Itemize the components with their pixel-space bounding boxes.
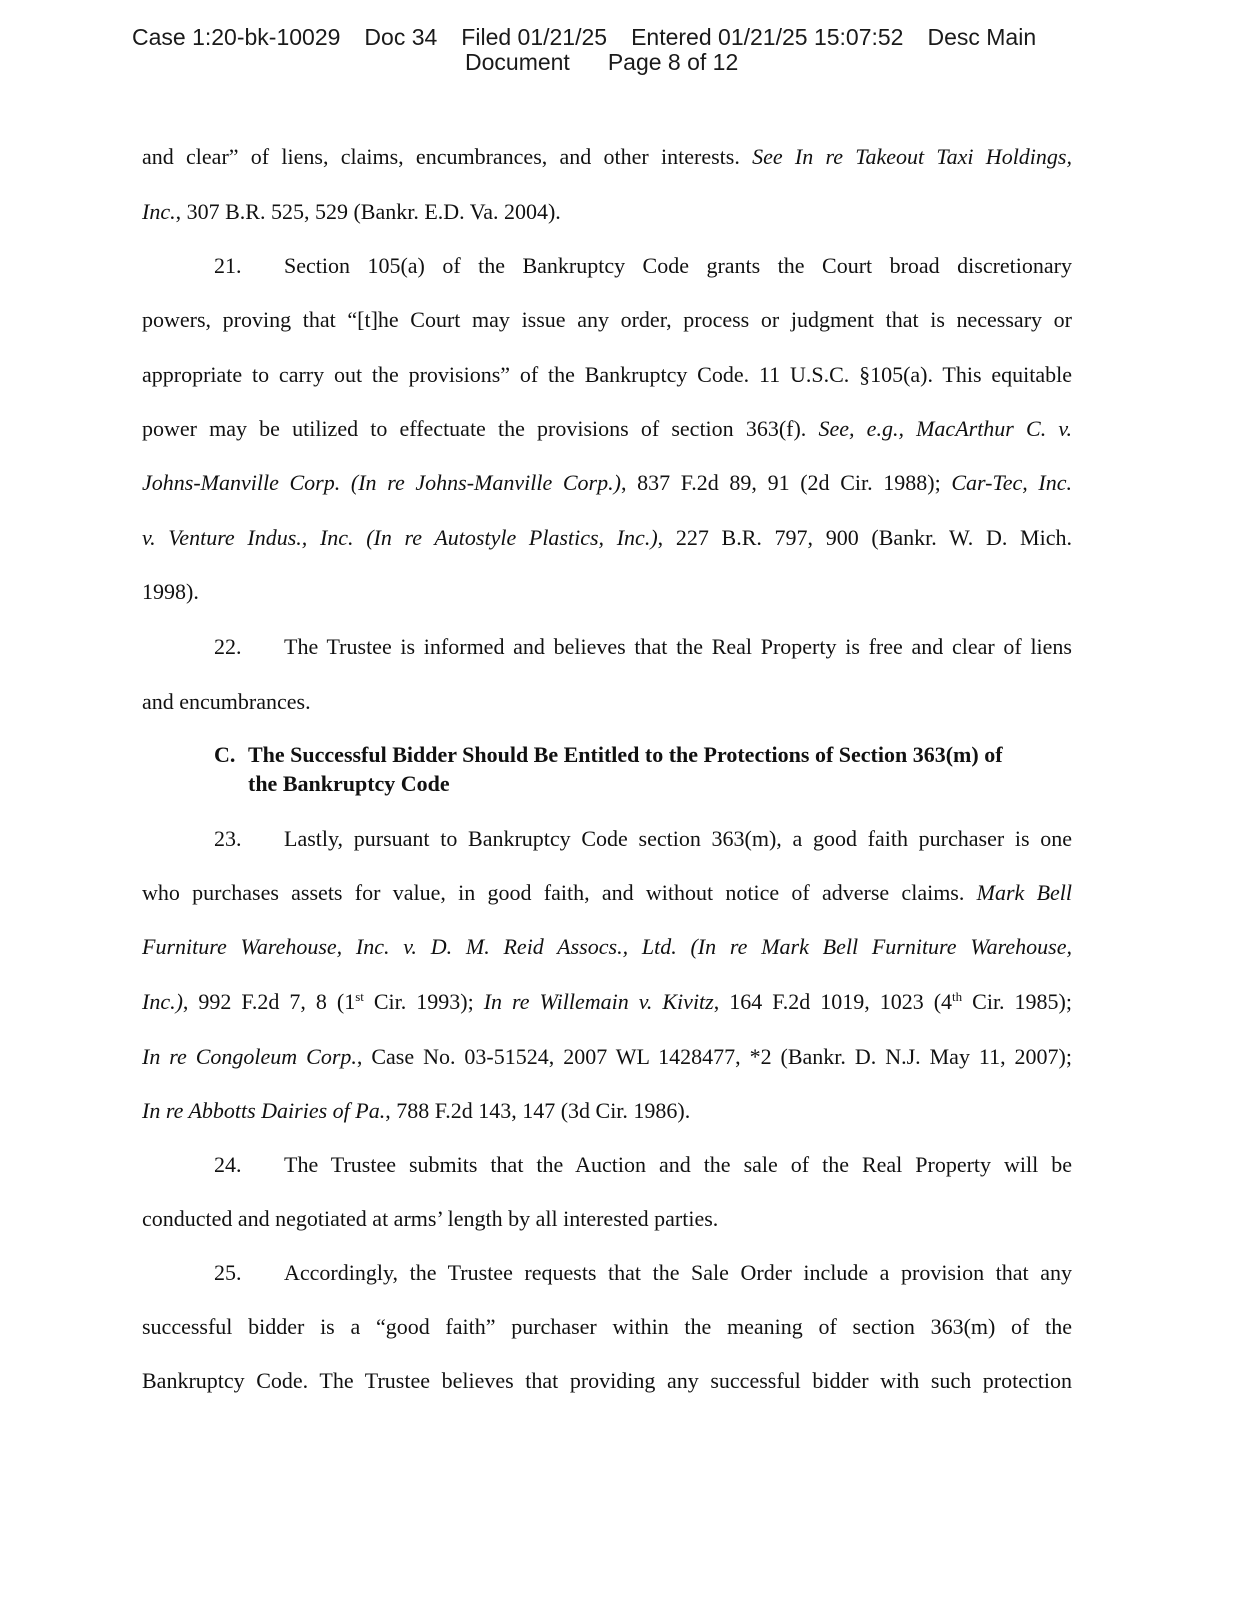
filed-date: Filed 01/21/25 bbox=[461, 24, 608, 50]
text-line: Inc., 307 B.R. 525, 529 (Bankr. E.D. Va. 2004). bbox=[142, 199, 561, 224]
paragraph-23-first-line: 23. Lastly, pursuant to Bankruptcy Code section 363(m), a good faith purchaser is one bbox=[142, 824, 1072, 854]
doc-number: Doc 34 bbox=[364, 24, 438, 50]
text-line: appropriate to carry out the provisions” of the Bankruptcy Code. 11 U.S.C. §105(a). This equitable bbox=[142, 362, 1072, 387]
text-line: 1998). bbox=[142, 579, 199, 604]
header-line-2 bbox=[465, 49, 738, 75]
text-line: Bankruptcy Code. The Trustee believes that providing any successful bidder with such protection bbox=[142, 1368, 1072, 1393]
text-line: and encumbrances. bbox=[142, 689, 311, 714]
text-line: power may be utilized to effectuate the provisions of section 363(f). See, e.g., MacArthur C. v. bbox=[142, 416, 1072, 441]
paragraph-number: 22. bbox=[214, 634, 242, 659]
header-line-1 bbox=[132, 24, 1036, 50]
text-line: who purchases assets for value, in good faith, and without notice of adverse claims. Mark Bell bbox=[142, 880, 1072, 905]
case-number: Case 1:20-bk-10029 bbox=[132, 24, 341, 50]
entered-date: Entered 01/21/25 15:07:52 bbox=[631, 24, 904, 50]
paragraph-21-first-line: 21. Section 105(a) of the Bankruptcy Code grants the Court broad discretionary bbox=[142, 251, 1072, 281]
paragraph-24-first-line: 24. The Trustee submits that the Auction and the sale of the Real Property will be bbox=[142, 1150, 1072, 1180]
text-line: In re Abbotts Dairies of Pa., 788 F.2d 143, 147 (3d Cir. 1986). bbox=[142, 1098, 691, 1123]
text-line: powers, proving that “[t]he Court may issue any order, process or judgment that is necessary or bbox=[142, 307, 1072, 332]
page-indicator: Page 8 of 12 bbox=[607, 49, 739, 75]
paragraph-number: 23. bbox=[214, 826, 242, 851]
paragraph-number: 25. bbox=[214, 1260, 242, 1285]
text-line: conducted and negotiated at arms’ length by all interested parties. bbox=[142, 1206, 719, 1231]
paragraph-25-first-line: 25. Accordingly, the Trustee requests that the Sale Order include a provision that any bbox=[142, 1258, 1072, 1288]
paragraph-22-first-line: 22. The Trustee is informed and believes that the Real Property is free and clear of liens bbox=[142, 632, 1072, 662]
paragraph-number: 24. bbox=[214, 1152, 242, 1177]
desc-label: Desc Main bbox=[927, 24, 1037, 50]
section-heading: C. The Successful Bidder Should Be Entitled to the Protections of Section 363(m) of the Bankruptcy Code bbox=[214, 742, 1003, 796]
text-line: and clear” of liens, claims, encumbrances, and other interests. See In re Takeout Taxi Holdings, bbox=[142, 144, 1072, 169]
text-line: Furniture Warehouse, Inc. v. D. M. Reid Assocs., Ltd. (In re Mark Bell Furniture Warehouse, bbox=[142, 934, 1072, 959]
paragraph-number: 21. bbox=[214, 253, 242, 278]
document-label: Document bbox=[465, 49, 570, 75]
section-letter: C. bbox=[214, 742, 236, 767]
text-line: Johns-Manville Corp. (In re Johns-Manville Corp.), 837 F.2d 89, 91 (2d Cir. 1988); Car-Tec, Inc. bbox=[142, 470, 1072, 495]
text-line: v. Venture Indus., Inc. (In re Autostyle Plastics, Inc.), 227 B.R. 797, 900 (Bankr. W. D. Mich. bbox=[142, 525, 1072, 550]
text-line: In re Congoleum Corp., Case No. 03-51524, 2007 WL 1428477, *2 (Bankr. D. N.J. May 11, 2007); bbox=[142, 1044, 1072, 1069]
text-line: successful bidder is a “good faith” purchaser within the meaning of section 363(m) of the bbox=[142, 1314, 1072, 1339]
text-line: Inc.), 992 F.2d 7, 8 (1st Cir. 1993); In re Willemain v. Kivitz, 164 F.2d 1019, 1023 (4th Cir. 1985); bbox=[142, 989, 1072, 1014]
